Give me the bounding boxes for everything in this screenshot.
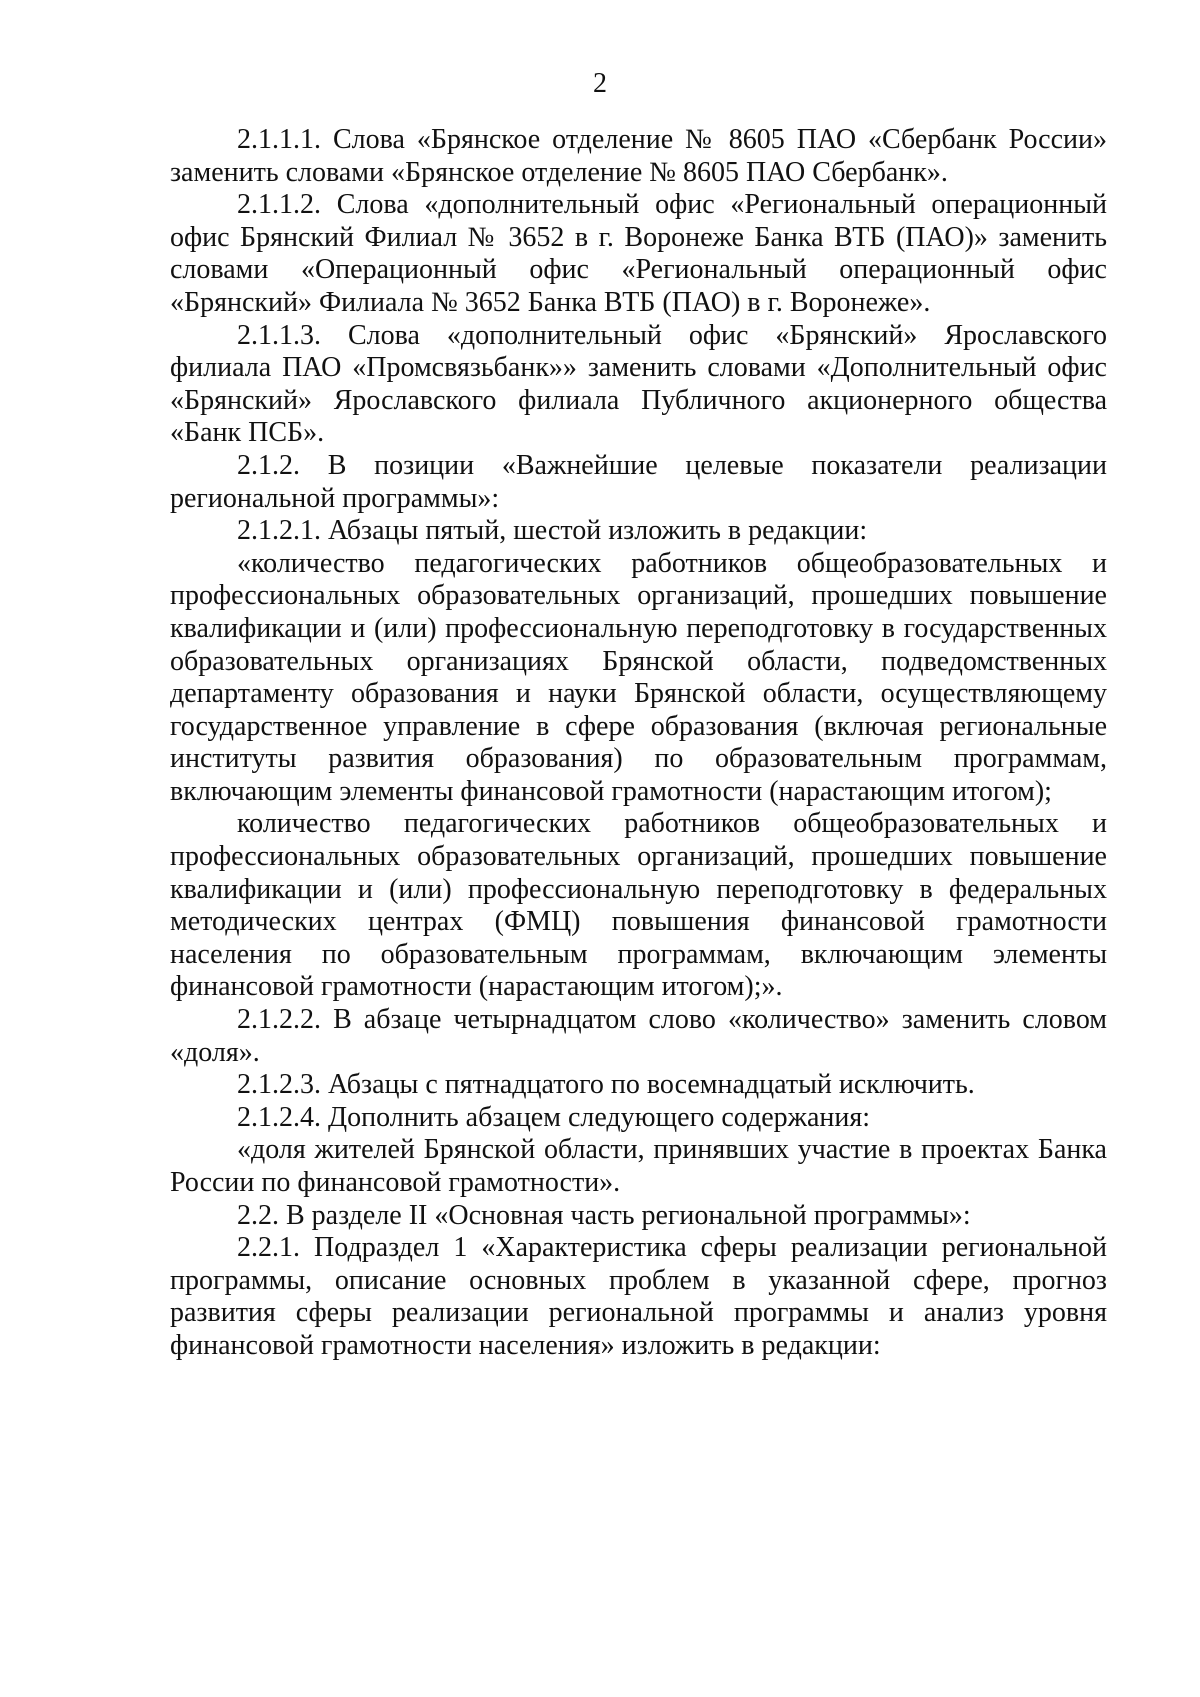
paragraph-2-1-2-4: 2.1.2.4. Дополнить абзацем следующего содержания: [237,1101,871,1133]
paragraph-2-1-2-1: 2.1.2.1. Абзацы пятый, шестой изложить в редакции: [237,515,868,547]
paragraph-2-2: 2.2. В разделе II «Основная часть региональной программы»: [237,1199,971,1231]
quoted-paragraph-third: «доля жителей Брянской области, принявших участие в проектах Банка России по финансовой грамотности». [170,1134,1107,1198]
page-number: 2 [593,68,607,99]
quoted-paragraph-second: количество педагогических работников общеобразовательных и профессиональных образовательных организаций, прошедших повышение квалификации и (или) профессиональную переподготовку в федеральных методических центрах (ФМЦ) повышения финансовой грамотности населения по образовательным программам, включающим элементы финансовой грамотности (нарастающим итогом);». [170,808,1107,1003]
paragraph-2-1-2: 2.1.2. В позиции «Важнейшие целевые показатели реализации региональной программы»: [170,449,1107,514]
paragraph-2-1-1-3: 2.1.1.3. Слова «дополнительный офис «Брянский» Ярославского филиала ПАО «Промсвязьбанк»» заменить словами «Дополнительный офис «Брянский» Ярославского филиала Публичного акционерного общества «Банк ПСБ». [170,319,1107,449]
paragraph-2-1-1-2: 2.1.1.2. Слова «дополнительный офис «Региональный операционный офис Брянский Филиал № 3652 в г. Воронеже Банка ВТБ (ПАО)» заменить словами «Операционный офис «Региональный операционный офис «Брянский» Филиала № 3652 Банка ВТБ (ПАО) в г. Воронеже». [170,189,1107,318]
paragraph-2-1-2-3: 2.1.2.3. Абзацы с пятнадцатого по восемнадцатый исключить. [237,1069,975,1101]
paragraph-2-1-1-1: 2.1.1.1. Слова «Брянское отделение № 8605 ПАО «Сбербанк России» заменить словами «Брянское отделение № 8605 ПАО Сбербанк». [170,124,1107,188]
document-body [170,124,1107,1363]
quoted-paragraph-first: «количество педагогических работников общеобразовательных и профессиональных образовательных организаций, прошедших повышение квалификации и (или) профессиональную переподготовку в государственных образовательных организациях Брянской области, подведомственных департаменту образования и науки Брянской области, осуществляющему государственное управление в сфере образования (включая региональные институты развития образования) по образовательным программам, включающим элементы финансовой грамотности (нарастающим итогом); [170,547,1107,807]
paragraph-2-1-2-2: 2.1.2.2. В абзаце четырнадцатом слово «количество» заменить словом «доля». [170,1004,1107,1068]
paragraph-2-2-1: 2.2.1. Подраздел 1 «Характеристика сферы реализации региональной программы, описание основных проблем в указанной сфере, прогноз развития сферы реализации региональной программы и анализ уровня финансовой грамотности населения» изложить в редакции: [170,1232,1107,1361]
